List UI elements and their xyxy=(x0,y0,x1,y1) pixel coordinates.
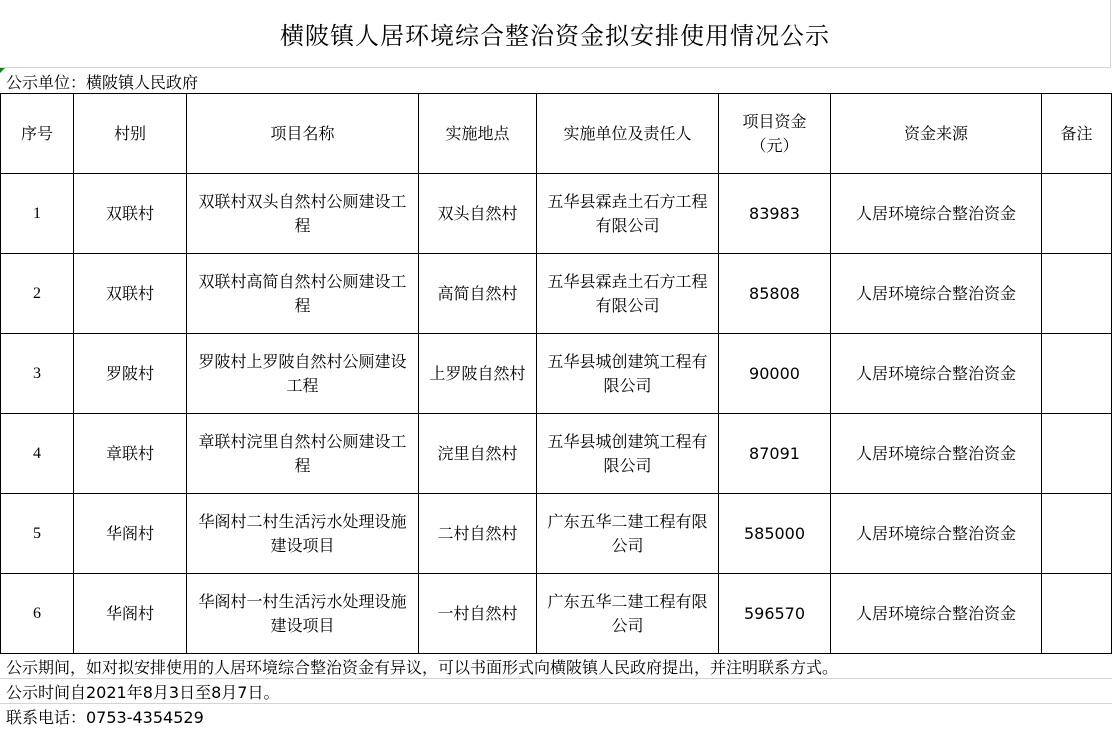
cell-village: 罗陂村 xyxy=(74,334,187,414)
cell-project: 章联村浣里自然村公厕建设工程 xyxy=(187,414,419,494)
fund-allocation-table xyxy=(0,93,1112,654)
cell-no: 2 xyxy=(1,254,74,334)
cell-contractor: 五华县城创建筑工程有限公司 xyxy=(537,334,719,414)
cell-remark xyxy=(1042,574,1112,654)
cell-amount: 585000 xyxy=(719,494,831,574)
header-cell-source: 资金来源 xyxy=(831,94,1042,174)
cell-project: 华阁村一村生活污水处理设施建设项目 xyxy=(187,574,419,654)
cell-contractor: 广东五华二建工程有限公司 xyxy=(537,574,719,654)
header-cell-amount: 项目资金（元） xyxy=(719,94,831,174)
cell-location: 浣里自然村 xyxy=(419,414,537,494)
cell-location: 高简自然村 xyxy=(419,254,537,334)
cell-source: 人居环境综合整治资金 xyxy=(831,414,1042,494)
cell-village: 华阁村 xyxy=(74,574,187,654)
cell-location: 一村自然村 xyxy=(419,574,537,654)
cell-contractor: 五华县霖垚土石方工程有限公司 xyxy=(537,174,719,254)
objection-note: 公示期间，如对拟安排使用的人居环境综合整治资金有异议，可以书面形式向横陂镇人民政府提出，并注明联系方式。 xyxy=(0,654,1112,679)
header-cell-remark: 备注 xyxy=(1042,94,1112,174)
cell-source: 人居环境综合整治资金 xyxy=(831,254,1042,334)
cell-project: 双联村双头自然村公厕建设工程 xyxy=(187,174,419,254)
cell-no: 5 xyxy=(1,494,74,574)
cell-source: 人居环境综合整治资金 xyxy=(831,574,1042,654)
table-header-row xyxy=(1,94,1112,174)
cell-remark xyxy=(1042,174,1112,254)
cell-amount: 87091 xyxy=(719,414,831,494)
header-cell-village: 村别 xyxy=(74,94,187,174)
cell-contractor: 五华县城创建筑工程有限公司 xyxy=(537,414,719,494)
table-row xyxy=(1,174,1112,254)
cell-project: 华阁村二村生活污水处理设施建设项目 xyxy=(187,494,419,574)
cell-location: 上罗陂自然村 xyxy=(419,334,537,414)
contact-phone: 联系电话：0753-4354529 xyxy=(6,708,204,727)
cell-source: 人居环境综合整治资金 xyxy=(831,174,1042,254)
table-row xyxy=(1,414,1112,494)
cell-village: 华阁村 xyxy=(74,494,187,574)
cell-village: 双联村 xyxy=(74,254,187,334)
cell-remark xyxy=(1042,494,1112,574)
cell-village: 双联村 xyxy=(74,174,187,254)
page-title: 横陂镇人居环境综合整治资金拟安排使用情况公示 xyxy=(0,0,1111,68)
table-row xyxy=(1,494,1112,574)
cell-remark xyxy=(1042,254,1112,334)
cell-no: 4 xyxy=(1,414,74,494)
cell-no: 3 xyxy=(1,334,74,414)
cell-location: 二村自然村 xyxy=(419,494,537,574)
cell-contractor: 五华县霖垚土石方工程有限公司 xyxy=(537,254,719,334)
cell-amount: 85808 xyxy=(719,254,831,334)
publicity-period: 公示时间自2021年8月3日至8月7日。 xyxy=(0,679,1112,704)
cell-no: 6 xyxy=(1,574,74,654)
header-cell-location: 实施地点 xyxy=(419,94,537,174)
header-cell-contractor: 实施单位及责任人 xyxy=(537,94,719,174)
table-row xyxy=(1,254,1112,334)
cell-remark xyxy=(1042,414,1112,494)
cell-project: 双联村高简自然村公厕建设工程 xyxy=(187,254,419,334)
header-cell-project: 项目名称 xyxy=(187,94,419,174)
cell-village: 章联村 xyxy=(74,414,187,494)
cell-amount: 90000 xyxy=(719,334,831,414)
cell-amount: 596570 xyxy=(719,574,831,654)
cell-contractor: 广东五华二建工程有限公司 xyxy=(537,494,719,574)
cell-amount: 83983 xyxy=(719,174,831,254)
header-cell-no: 序号 xyxy=(1,94,74,174)
publishing-unit: 公示单位：横陂镇人民政府 xyxy=(6,72,199,92)
table-row xyxy=(1,334,1112,414)
cell-location: 双头自然村 xyxy=(419,174,537,254)
cell-source: 人居环境综合整治资金 xyxy=(831,494,1042,574)
table-row xyxy=(1,574,1112,654)
cell-no: 1 xyxy=(1,174,74,254)
cell-remark xyxy=(1042,334,1112,414)
cell-source: 人居环境综合整治资金 xyxy=(831,334,1042,414)
cell-project: 罗陂村上罗陂自然村公厕建设工程 xyxy=(187,334,419,414)
